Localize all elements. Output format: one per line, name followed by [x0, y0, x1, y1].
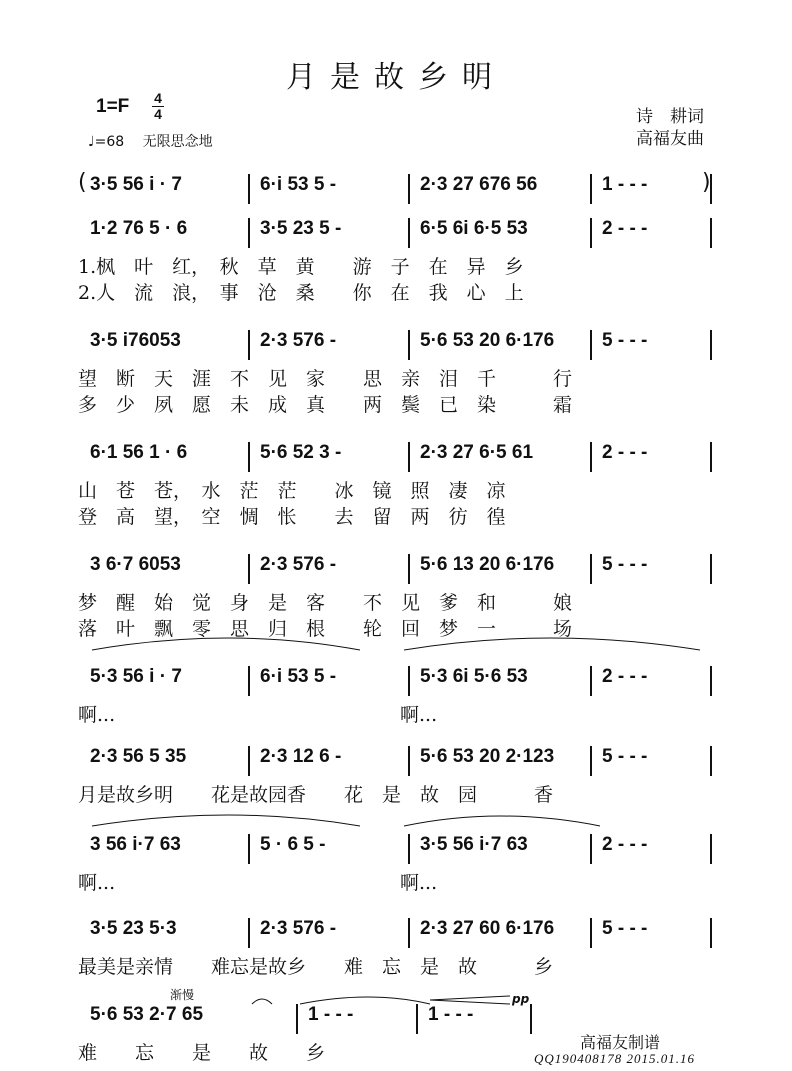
measure: 5·6 13 20 6·176 [420, 554, 555, 575]
barline [248, 918, 250, 948]
lyric-line: 1.枫 叶 红， 秋 草 黄 游 子 在 异 乡 [78, 256, 524, 278]
barline-end [710, 918, 712, 948]
barline [408, 746, 410, 776]
measure: 2·3 576 - [260, 330, 337, 351]
page-title: 月是故乡明 [286, 60, 506, 95]
barline [408, 218, 410, 248]
measure: 3·5 i76053 [90, 330, 181, 351]
measure: 5 - - - [602, 746, 648, 767]
lyric-line: 2.人 流 浪， 事 沧 桑 你 在 我 心 上 [78, 282, 524, 304]
barline [248, 834, 250, 864]
barline-end [710, 554, 712, 584]
measure: 5 - - - [602, 918, 648, 939]
lyric-line: 梦 醒 始 觉 身 是 客 不 见 爹 和 娘 [78, 592, 573, 614]
lyricist-credit: 诗 耕词 [636, 107, 704, 127]
lyric-line: 登 高 望， 空 惆 怅 去 留 两 彷 徨 [78, 506, 506, 528]
measure: 6·5 6i 6·5 53 [420, 218, 528, 239]
arranger-credit: 高福友制谱 [580, 1033, 661, 1052]
measure: 2·3 576 - [260, 554, 337, 575]
score-row [0, 532, 792, 640]
lyric-line: 最美是亲情 难忘是故乡 难 忘 是 故 乡 [78, 956, 554, 978]
measure: 5 · 6 5 - [260, 834, 326, 855]
score-row [0, 308, 792, 416]
measure: 3·5 56 i · 7 [90, 174, 182, 195]
measure: 3 56 i·7 63 [90, 834, 181, 855]
intro-paren-close: ) [702, 170, 711, 195]
barline [248, 442, 250, 472]
barline [590, 554, 592, 584]
expression-text: 无限思念地 [142, 134, 213, 150]
measure: 2·3 27 60 6·176 [420, 918, 555, 939]
time-signature [152, 92, 164, 121]
lyric-line: 望 断 天 涯 不 见 家 思 亲 泪 千 行 [78, 368, 573, 390]
barline [416, 1004, 418, 1034]
measure: 2·3 27 676 56 [420, 174, 538, 195]
measure: 2·3 56 5 35 [90, 746, 187, 767]
notes-line [86, 554, 712, 578]
measure: 6·i 53 5 - [260, 174, 337, 195]
barline [408, 442, 410, 472]
measure: 3·5 23 5 - [260, 218, 342, 239]
barline-end [710, 442, 712, 472]
barline-end [710, 746, 712, 776]
measure: 3·5 56 i·7 63 [420, 834, 528, 855]
measure: 6·1 56 1 · 6 [90, 442, 188, 463]
notes-line [86, 442, 712, 466]
barline [590, 218, 592, 248]
barline-end [710, 218, 712, 248]
notes-line [86, 218, 712, 242]
barline-end [710, 834, 712, 864]
measure: 5·6 52 3 - [260, 442, 342, 463]
contact-info: QQ190408178 2015.01.16 [534, 1051, 696, 1066]
barline [248, 746, 250, 776]
lyric-line: 落 叶 飘 零 思 归 根 轮 回 梦 一 场 [78, 618, 573, 640]
measure: 2·3 576 - [260, 918, 337, 939]
key-signature: 1=F [96, 96, 130, 117]
barline-end [710, 330, 712, 360]
measure: 2·3 27 6·5 61 [420, 442, 534, 463]
tempo-marking [88, 131, 213, 151]
barline [296, 1004, 298, 1034]
lyric-line: 月是故乡明 花是故园香 花 是 故 园 香 [78, 784, 554, 806]
composer-credit: 高福友曲 [636, 129, 704, 149]
barline [408, 330, 410, 360]
barline [590, 746, 592, 776]
time-signature-bottom: 4 [154, 106, 162, 122]
barline [590, 834, 592, 864]
intro-paren-open: ( [78, 170, 87, 195]
lyric-line: 山 苍 苍， 水 茫 茫 冰 镜 照 凄 凉 [78, 480, 506, 502]
measure: 5·6 53 2·7 65 [90, 1004, 204, 1025]
measure: 6·i 53 5 - [260, 666, 337, 687]
measure: 1 - - - [308, 1004, 354, 1025]
barline [408, 554, 410, 584]
measure: 2 - - - [602, 666, 648, 687]
barline [248, 554, 250, 584]
notes-line [86, 918, 712, 942]
barline-end [530, 1004, 532, 1034]
measure: 1 - - - [428, 1004, 474, 1025]
notes-line [86, 330, 712, 354]
measure: 1·2 76 5 · 6 [90, 218, 188, 239]
lyric-line: 啊... [78, 704, 116, 726]
score-row [0, 420, 792, 528]
score-row [0, 644, 792, 726]
barline [408, 666, 410, 696]
measure: 5·3 56 i · 7 [90, 666, 182, 687]
notes-line [86, 1004, 712, 1028]
tempo-value: ♩=68 [88, 134, 125, 150]
barline [248, 330, 250, 360]
notes-line [86, 666, 712, 690]
lyric-line: 啊... [78, 872, 116, 894]
barline [590, 918, 592, 948]
measure: 2 - - - [602, 218, 648, 239]
lyric-line: 啊... [400, 704, 438, 726]
barline-end [710, 666, 712, 696]
score-row [0, 896, 792, 978]
measure: 1 - - - [602, 174, 648, 195]
time-signature-top: 4 [154, 90, 162, 106]
barline [590, 666, 592, 696]
barline [590, 442, 592, 472]
score-row [0, 196, 792, 304]
score-row [0, 812, 792, 894]
ritard-mark: 渐慢 [170, 988, 195, 1002]
notes-line [86, 174, 712, 198]
measure: 5 - - - [602, 554, 648, 575]
lyric-line: 多 少 夙 愿 未 成 真 两 鬓 已 染 霜 [78, 394, 573, 416]
lyric-line: 难 忘 是 故 乡 [78, 1042, 326, 1064]
dynamic-mark: pp [512, 992, 530, 1006]
measure: 2·3 12 6 - [260, 746, 342, 767]
barline [590, 330, 592, 360]
barline [248, 218, 250, 248]
notes-line [86, 746, 712, 770]
measure: 5·6 53 20 2·123 [420, 746, 555, 767]
measure: 3 6·7 6053 [90, 554, 181, 575]
measure: 2 - - - [602, 442, 648, 463]
measure: 2 - - - [602, 834, 648, 855]
score-row [0, 724, 792, 806]
measure: 5·6 53 20 6·176 [420, 330, 555, 351]
measure: 3·5 23 5·3 [90, 918, 177, 939]
barline [248, 666, 250, 696]
measure: 5·3 6i 5·6 53 [420, 666, 528, 687]
measure: 5 - - - [602, 330, 648, 351]
lyric-line: 啊... [400, 872, 438, 894]
notes-line [86, 834, 712, 858]
barline [408, 918, 410, 948]
barline [408, 834, 410, 864]
